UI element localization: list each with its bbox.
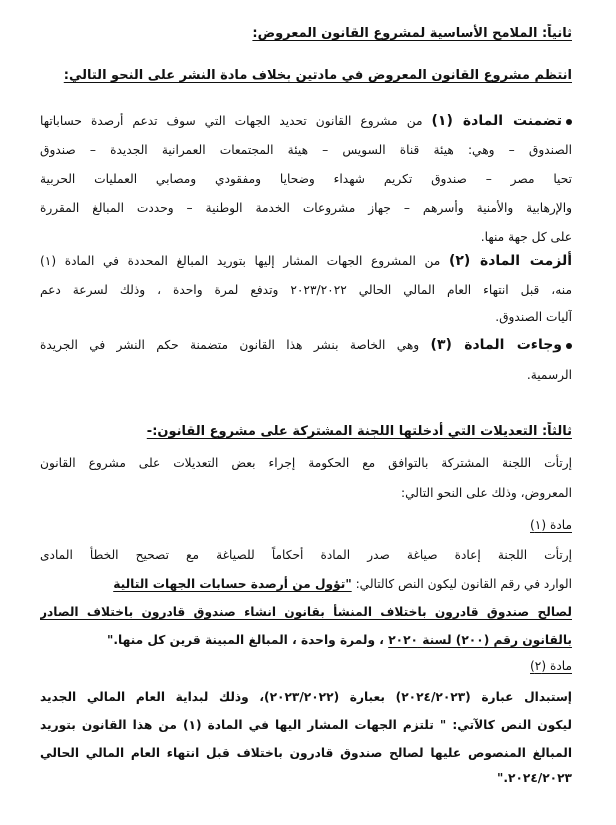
article2-line1: [40, 251, 572, 271]
amendment1-label: مادة (١): [530, 518, 572, 532]
article1-text: من مشروع القانون تحديد الجهات التي سوف تدعم أرصدة حساباتها: [40, 114, 423, 128]
article3-line1: [40, 335, 572, 355]
article1-line5: على كل جهة منها.: [480, 230, 572, 244]
amendment1-line3: لصالح صندوق قادرون باختلاف المنشأ بقانون انشاء صندوق قادرون باختلاف الصادر: [40, 605, 572, 619]
amendment1-law-ref: بالقانون رقم (٢٠٠) لسنة ٢٠٢٠: [388, 633, 572, 647]
amendment2-line3: المبالغ المنصوص عليها لصالح صندوق قادرون باختلاف قبل انتهاء العام المالي الحالي: [40, 746, 572, 760]
bullet-icon: [566, 343, 572, 349]
section2-subtitle: انتظم مشروع القانون المعروض في مادتين بخلاف مادة النشر على النحو التالي:: [63, 68, 572, 83]
article2-line3: آليات الصندوق.: [495, 310, 572, 324]
amendment2-line2: ليكون النص كالآتي: " تلتزم الجهات المشار اليها في المادة (١) من هذا القانون بتوريد: [40, 718, 572, 732]
section3-title: ثالثاً: التعديلات التي أدخلتها اللجنة المشتركة على مشروع القانون:-: [146, 424, 572, 439]
amendment2-label: مادة (٢): [530, 659, 572, 673]
article1-line4: والإرهابية والأمنية وأسرهم – جهاز مشروعات الخدمة الوطنية – وحددت المبالغ المقررة: [40, 201, 572, 215]
article1-line1: [40, 111, 572, 131]
article1-label: تضمنت المادة (١): [431, 113, 562, 129]
amendment1-intro: الوارد في رقم القانون ليكون النص كالتالي:: [355, 577, 572, 591]
amendment2-line1: إستبدال عبارة (٢٠٢٤/٢٠٢٣) بعبارة (٢٠٢٣/٢٠٢٢)، وذلك لبداية العام المالي الجديد: [40, 690, 572, 704]
article3-label: وجاءت المادة (٣): [430, 337, 562, 353]
amendment1-line1: إرتأت اللجنة إعادة صياغة صدر المادة أحكاماً للصياغة مع تصحيح الخطأ المادى: [40, 548, 572, 562]
amendment1-line2: [40, 574, 572, 594]
article2-text: من المشروع الجهات المشار إليها بتوريد المبالغ المحددة في المادة (١): [40, 254, 441, 268]
article3-text: وهي الخاصة بنشر هذا القانون متضمنة حكم النشر في الجريدة: [40, 338, 420, 352]
amendment1-quote-start: "تؤول من أرصدة حسابات الجهات التالية: [113, 577, 352, 591]
article2-label: ألزمت المادة (٢): [448, 253, 572, 269]
amendment1-quote-end: ، ولمرة واحدة ، المبالغ المبينة قرين كل منها.": [107, 633, 384, 647]
amendment1-line4: [40, 630, 572, 650]
section3-intro-line1: إرتأت اللجنة المشتركة بالتوافق مع الحكومة إجراء بعض التعديلات على مشروع القانون: [40, 456, 572, 470]
article3-line2: الرسمية.: [526, 368, 572, 382]
article2-line2: منه، قبل انتهاء العام المالي الحالي ٢٠٢٣/٢٠٢٢ وتدفع لمرة واحدة ، وذلك لسرعة دعم: [40, 283, 572, 297]
section2-title: ثانياً: الملامح الأساسية لمشروع القانون المعروض:: [252, 26, 572, 41]
amendment2-line4: ٢٠٢٤/٢٠٢٣.": [497, 771, 572, 785]
article1-line2: الصندوق – وهي: هيئة قناة السويس – هيئة المجتمعات العمرانية الجديدة – صندوق: [40, 143, 572, 157]
section3-intro-line2: المعروض، وذلك على النحو التالي:: [401, 486, 572, 500]
bullet-icon: [566, 119, 572, 125]
article1-line3: تحيا مصر – صندوق تكريم شهداء وضحايا ومفقودي ومصابي العمليات الحربية: [40, 172, 572, 186]
